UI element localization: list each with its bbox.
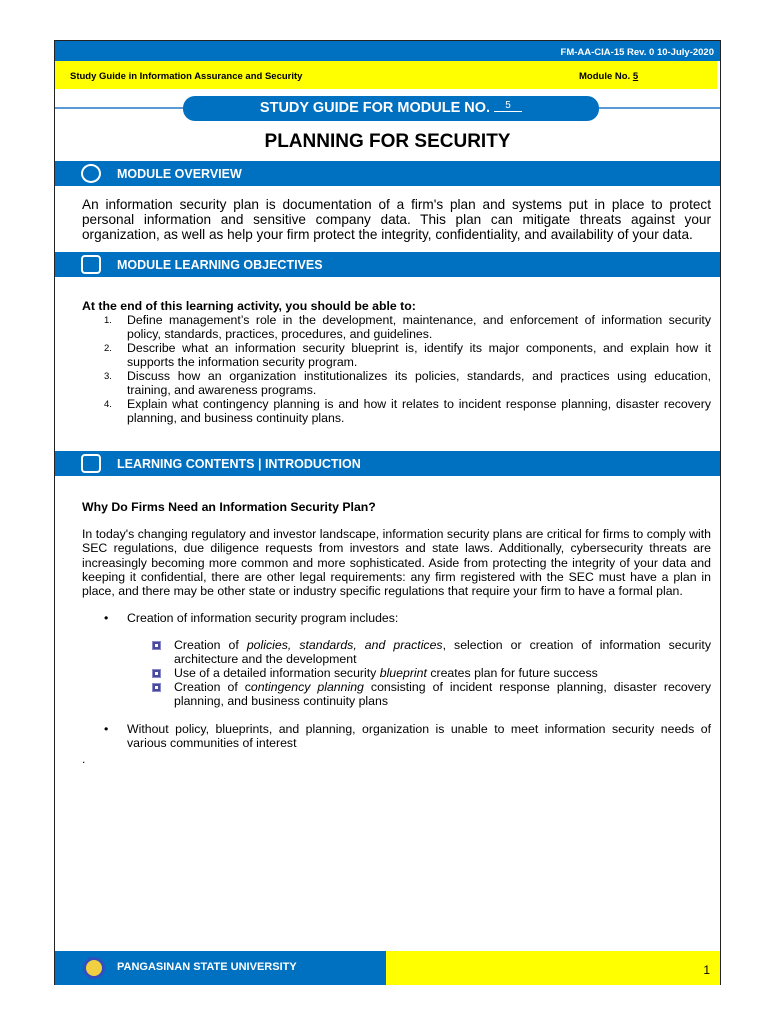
item-number: 4. [104,399,112,410]
sub-item [82,666,711,680]
module-number [579,71,638,82]
item-number: 2. [104,343,112,354]
list-item [82,369,711,397]
text: Use of a detailed information security [174,666,380,681]
course-title: Study Guide in Information Assurance and Security [70,71,303,82]
section-heading: MODULE OVERVIEW [117,167,242,181]
banner-label: STUDY GUIDE FOR MODULE NO. [259,100,491,116]
section-header-overview [55,161,720,186]
form-code: FM-AA-CIA-15 Rev. 0 10-July-2020 [55,41,720,61]
list-item [82,341,711,369]
subheading: Why Do Firms Need an Information Security Plan? [82,500,376,514]
page-number: 1 [386,951,720,985]
sub-item [82,638,711,666]
bullet-item [82,722,711,750]
objectives-list [82,299,711,425]
text: Creation of c [174,680,251,695]
list-item [82,397,711,425]
page-title: PLANNING FOR SECURITY [264,131,511,152]
square-bullet-icon [152,641,161,650]
text: Creation of [174,638,247,653]
document-user-icon [81,454,101,473]
section-header-contents [55,451,720,476]
bullet-icon: • [104,722,109,737]
bullet-text: Without policy, blueprints, and planning, organization is unable to meet information security needs of various communities of interest [127,722,711,751]
square-bullet-icon [152,669,161,678]
overview-text: An information security plan is documentation of a firm's plan and systems put in place to protect personal information and sensitive company data. This plan can mitigate threats against your organization, as well as help your firm protect the integrity, confidentiality, and availability of your data. [82,197,711,243]
text: , selection or creation of information security architecture and the development [174,638,711,667]
bullet-item [82,611,711,625]
contents-paragraph: In today's changing regulatory and investor landscape, information security plans are critical for firms to comply with SEC regulations, due diligence requests from investors and state laws. Additionally, cybersecurity threats are increasingly becoming more common and more sophisticated. Aside from protecting the integrity of your data and keeping it confidential, there are other legal requirements: any firm registered with the SEC must have a plan in place, and there may be other state or industry specific regulations that require your firm to have a formal plan. [82,527,711,599]
bullet-icon: • [104,611,109,626]
module-no: 5 [632,71,639,82]
italic-text: policies, standards, and practices [246,638,443,653]
list-item [82,313,711,341]
university-seal-icon [83,957,105,979]
italic-text: ontingency planning [250,680,364,695]
module-label: Module No. [579,71,633,82]
bullet-text: Creation of information security program includes: [127,611,399,626]
search-shield-icon [81,164,101,183]
document-page [54,40,721,985]
objectives-intro: At the end of this learning activity, you should be able to: [82,299,416,313]
sub-item [82,680,711,708]
banner-module-no: 5 [494,100,522,112]
text: creates plan for future success [426,666,598,681]
trailing-dot: . [82,752,86,767]
text: consisting of incident response planning, disaster recovery planning, and business continuity plans [174,680,711,709]
square-bullet-icon [152,683,161,692]
section-header-objectives [55,252,720,277]
section-heading: LEARNING CONTENTS | INTRODUCTION [117,457,361,471]
item-text: Describe what an information security blueprint is, identify its major components, and explain how it supports the information security program. [127,341,711,369]
university-name: PANGASINAN STATE UNIVERSITY [117,961,297,973]
item-text: Explain what contingency planning is and how it relates to incident response planning, disaster recovery planning, and business continuity plans. [127,397,711,425]
header-band [55,61,717,89]
sub-list [82,638,711,708]
section-heading: MODULE LEARNING OBJECTIVES [117,258,323,272]
footer-university [55,951,386,985]
italic-text: blueprint [379,666,427,681]
edit-icon [81,255,101,274]
contents-body [82,527,711,767]
module-banner [183,96,599,121]
item-number: 1. [104,315,112,326]
item-text: Discuss how an organization institutionalizes its policies, standards, and practices using education, training, and awareness programs. [127,369,711,397]
item-number: 3. [104,371,112,382]
item-text: Define management’s role in the development, maintenance, and enforcement of information security policy, standards, practices, procedures, and guidelines. [127,313,711,341]
